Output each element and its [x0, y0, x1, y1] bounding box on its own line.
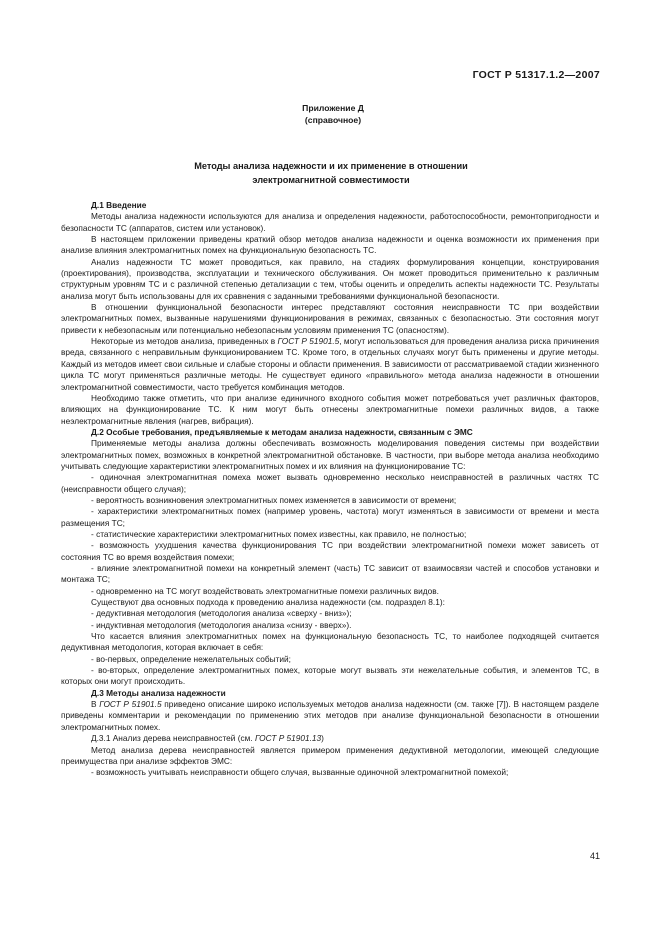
list-item: - влияние электромагнитной помехи на конкретный элемент (часть) ТС зависит от взаимосвязи частей и способов установки и монтажа ТС;: [61, 563, 599, 585]
paragraph: Существуют два основных подхода к проведению анализа надежности (см. подраздел 8.1):: [91, 597, 445, 608]
list-item: - индуктивная методология (методология анализа «снизу - вверх»).: [91, 619, 352, 630]
paragraph: Что касается влияния электромагнитных помех на функциональную безопасность ТС, то наиболее подходящей считается дедуктивная методология, которая включает в себя:: [61, 631, 599, 653]
standard-reference: ГОСТ Р 51901.5: [277, 336, 340, 347]
text-run: Д.3.1 Анализ дерева неисправностей (см.: [91, 733, 255, 744]
standard-reference: ГОСТ Р 51901.5: [99, 699, 162, 710]
list-item: - возможность ухудшения качества функционирования ТС при воздействии электромагнитной помехи может зависеть от состояния ТС во время воздействия помехи;: [61, 540, 599, 562]
paragraph: Необходимо также отметить, что при анализе единичного входного события может потребоваться учет различных факторов, влияющих на функционирование ТС. К ним могут быть отнесены электромагнитные помехи различных видов, а также неэлектромагнитные явления (нагрев, вибрация).: [61, 392, 599, 426]
text-run: , могут использоваться для проведения анализа риска причинения вреда, связанного с неправильным функционированием ТС. Кроме того, в отдельных случаях могут быть применены и другие методы. Каждый из методов имеет свои сильные и слабые стороны и области применения. В зависимости от рассматриваемой стадии жизненного цикла ТС могут применяться различные методы. Не существует единого «правильного» метода анализа надежности в отношении электромагнитной совместимости, часто требуется комбинация методов.: [61, 336, 599, 392]
standard-reference: ГОСТ Р 51901.13: [254, 733, 322, 744]
list-item: - одиночная электромагнитная помеха может вызвать одновременно несколько неисправностей в различных частях ТС (неисправности общего случая);: [61, 472, 599, 494]
subsection-heading-d31: [61, 733, 599, 744]
text-run: В: [91, 699, 100, 710]
appendix-type: (справочное): [304, 115, 362, 125]
title-line-1: Методы анализа надежности и их применение в отношении: [194, 161, 468, 171]
paragraph: Анализ надежности ТС может проводиться, как правило, на стадиях формулирования концепции, конструирования (проектирования), производства, эксплуатации и технического обслуживания. Он может проводиться применительно к различным структурным уровням ТС и с различной степенью детализации с тем, чтобы оценить и определить аспекты надежности ТС. Результаты анализа могут быть использованы для их сравнения с заданными требованиями функциональной безопасности.: [61, 256, 599, 301]
text-run: Некоторые из методов анализа, приведенных в: [91, 336, 278, 347]
paragraph: В отношении функциональной безопасности интерес представляют состояния неисправности ТС при воздействии электромагнитных помех, вызванные нарушениями функционирования в режимах, связанных с безопасностью. Эти состояния могут привести к небезопасным или потенциально небезопасным условиям применения ТС (опасностям).: [61, 302, 599, 335]
paragraph: [61, 699, 599, 733]
page-number: 41: [589, 851, 600, 861]
list-item: - возможность учитывать неисправности общего случая, вызванные одиночной электромагнитной помехой;: [91, 767, 509, 778]
list-item: - характеристики электромагнитных помех (например уровень, частота) могут изменяться в зависимости от времени и места размещения ТС;: [61, 506, 599, 528]
document-title: [0, 159, 662, 187]
document-body: [61, 200, 599, 779]
section-heading-d3: Д.3 Методы анализа надежности: [91, 687, 226, 698]
paragraph: Метод анализа дерева неисправностей является примером применения дедуктивной методологии, имеющей следующие преимущества при анализе эффектов ЭМС:: [61, 744, 599, 766]
appendix-title: Приложение Д: [302, 103, 364, 113]
appendix-heading: [0, 102, 662, 126]
paragraph: Применяемые методы анализа должны обеспечивать возможность моделирования поведения системы при воздействии электромагнитных помех, возможных в конкретной электромагнитной обстановке. В частности, при выборе метода анализа необходимо учитывать следующие характеристики электромагнитных помех и их влияния на функционирование ТС:: [61, 438, 599, 471]
title-line-2: электромагнитной совместимости: [252, 175, 410, 185]
text-run: ): [321, 733, 324, 744]
section-heading-d2: Д.2 Особые требования, предъявляемые к методам анализа надежности, связанным с ЭМС: [91, 426, 473, 437]
list-item: - одновременно на ТС могут воздействовать электромагнитные помехи различных видов.: [91, 585, 439, 596]
list-item: - статистические характеристики электромагнитных помех известны, как правило, не полностью;: [91, 528, 467, 539]
standard-code: ГОСТ Р 51317.1.2—2007: [472, 69, 600, 81]
list-item: - вероятность возникновения электромагнитных помех изменяется в зависимости от времени;: [91, 494, 457, 505]
paragraph: В настоящем приложении приведены краткий обзор методов анализа надежности и оценка возможности их применения при анализе влияния электромагнитных помех на функциональную безопасность ТС.: [61, 234, 599, 256]
paragraph: [61, 336, 599, 393]
list-item: - во-первых, определение нежелательных событий;: [91, 653, 291, 664]
paragraph: Методы анализа надежности используются для анализа и определения надежности, работоспособности, ремонтопригодности и безопасности ТС (аппаратов, систем или установок).: [61, 211, 599, 233]
section-heading-d1: Д.1 Введение: [91, 200, 147, 210]
list-item: - во-вторых, определение электромагнитных помех, которые могут вызвать эти нежелательные события, и элементов ТС, в которых они могут происходить.: [61, 665, 599, 687]
text-run: приведено описание широко используемых методов анализа надежности (см. также [7]). В настоящем разделе приведены комментарии и рекомендации по применению этих методов при анализе функциональной безопасности в отношении электромагнитных помех.: [61, 699, 599, 732]
list-item: - дедуктивная методология (методология анализа «сверху - вниз»);: [91, 608, 352, 619]
